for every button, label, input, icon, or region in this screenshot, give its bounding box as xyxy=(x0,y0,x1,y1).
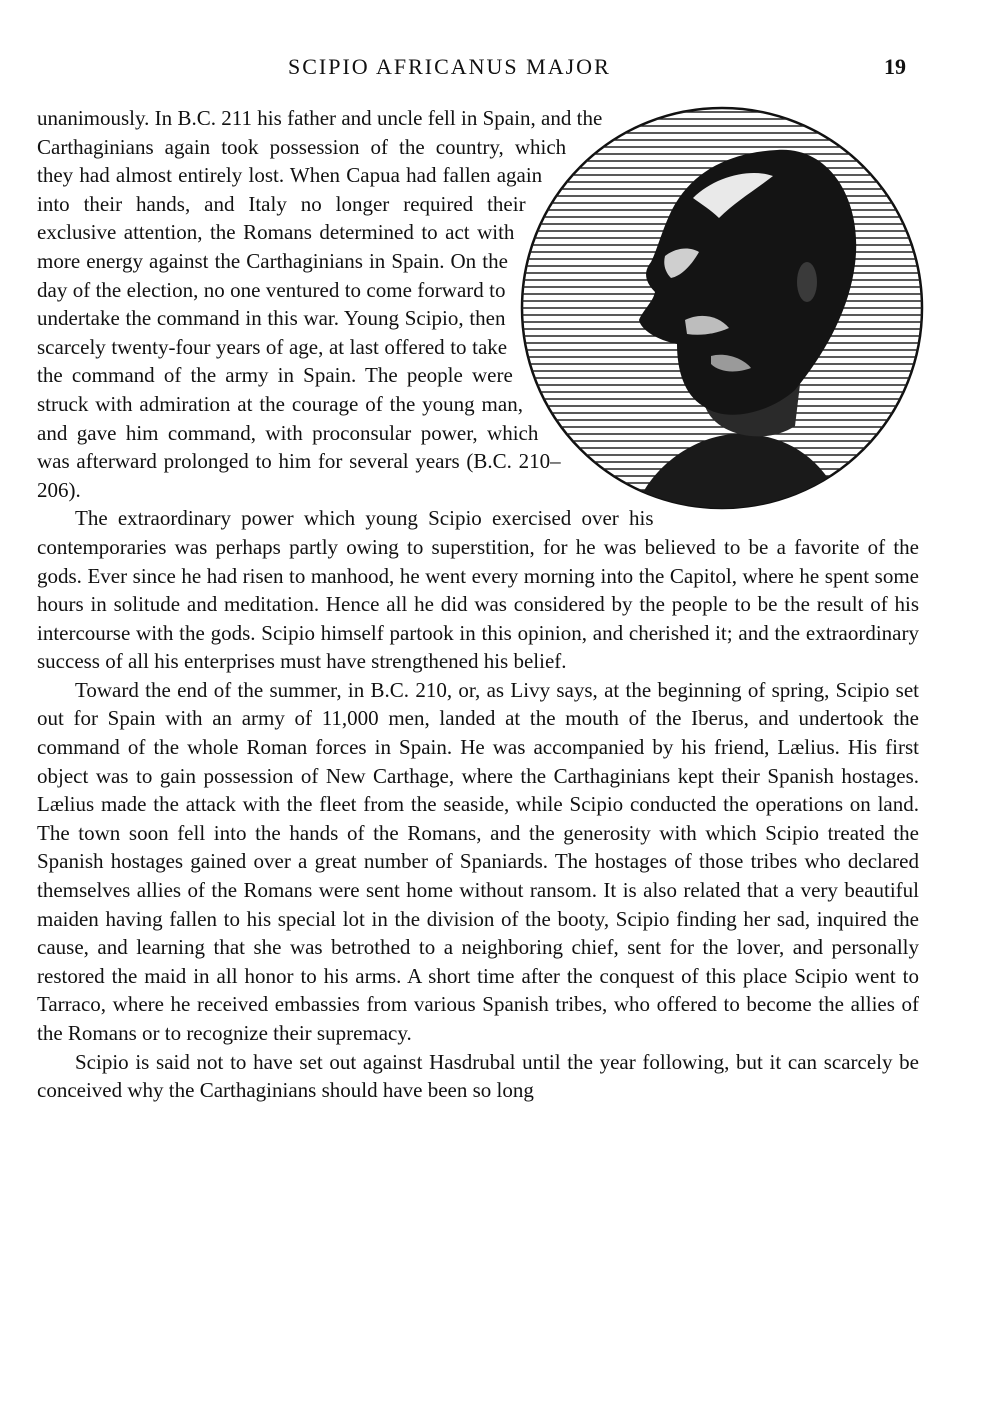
paragraph: Scipio is said not to have set out against Hasdrubal until the year following, but it can scarcely be conceived why the Carthaginians should have been so long xyxy=(37,1049,919,1103)
body-text xyxy=(37,104,919,1105)
running-head xyxy=(0,54,1000,84)
portrait-engraving xyxy=(515,106,929,510)
running-title: SCIPIO AFRICANUS MAJOR xyxy=(288,54,611,79)
portrait-medallion-icon xyxy=(515,106,929,510)
paragraph: Toward the end of the summer, in B.C. 210, or, as Livy says, at the beginning of spring, Scipio set out for Spain with an army of 11,000 men, landed at the mouth of the Iberus, and undertook the command of the whole Roman forces in Spain. He was accompanied by his friend, Lælius. His first object was to gain possession of New Carthage, where the Carthaginians kept their Spanish hostages. Lælius made the attack with the fleet from the seaside, while Scipio conducted the operations on land. The town soon fell into the hands of the Romans, and the generosity with which Scipio treated the Spanish hostages gained over a great number of Spaniards. The hostages of those tribes who declared themselves allies of the Romans were sent home without ransom. It is also related that a very beautiful maiden having fallen to his special lot in the division of the booty, Scipio finding her sad, inquired the cause, and learning that she was betrothed to a neighboring chief, sent for the lover, and personally restored the maid in all honor to his arms. A short time after the conquest of this place Scipio went to Tarraco, where he received embassies from various Spanish tribes, who offered to become the allies of the Romans or to recognize their supremacy. xyxy=(37,677,919,1045)
paragraph: unanimously. In B.C. 211 his father and uncle fell in Spain, and the Carthaginians again took possession of the country, which they had almost entirely lost. When Capua had fallen again into their hands, and Italy no longer required their exclusive attention, the Romans determined to act with more energy against the Carthaginians in Spain. On the day of the election, no one ventured to come forward to undertake the command in this war. Young Scipio, then scarcely twenty-four years of age, at last offered to take the command of the army in Spain. The people were struck with admiration at the courage of the young man, and gave him command, with proconsular power, which was afterward prolonged to him for several years (B.C. 210–206). xyxy=(37,106,603,502)
page-number: 19 xyxy=(884,54,906,79)
paragraph: The extraordinary power which young Scipio exercised over his contemporaries was perhaps partly owing to superstition, for he was believed to be a favorite of the gods. Ever since he had risen to manhood, he went every morning into the Capitol, where he spent some hours in solitude and meditation. Hence all he did was considered by the people to be the result of his intercourse with the gods. Scipio himself partook in this opinion, and cherished it; and the extraordinary success of all his enterprises must have strengthened his belief. xyxy=(37,506,919,674)
